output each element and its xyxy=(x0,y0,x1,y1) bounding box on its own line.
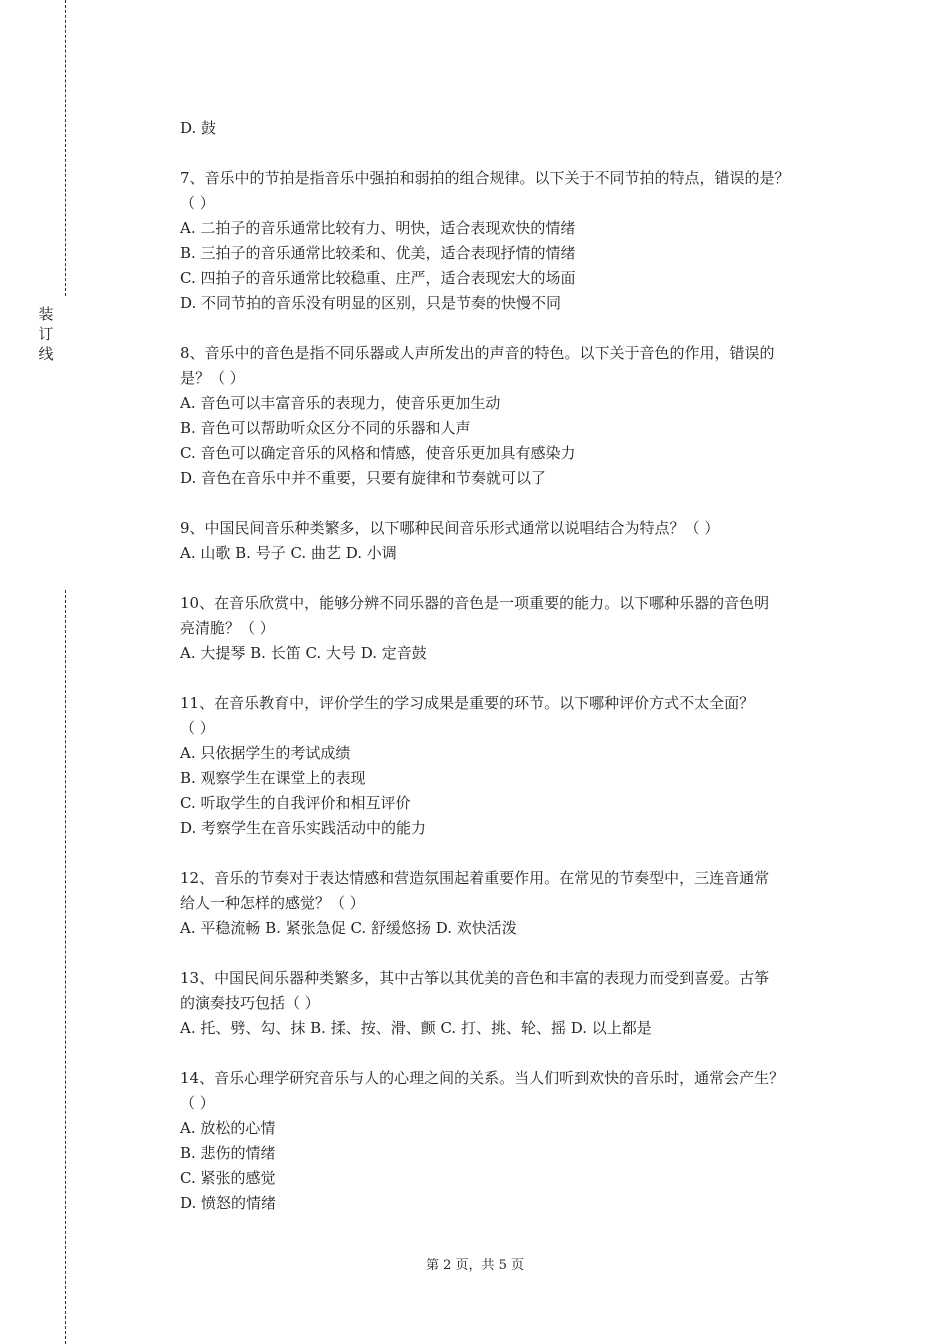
question-line: A. 只依据学生的考试成绩 xyxy=(180,744,351,762)
question-line: A. 二拍子的音乐通常比较有力、明快，适合表现欢快的情绪 xyxy=(180,219,576,237)
question-block xyxy=(180,866,860,941)
question-line: 14、音乐心理学研究音乐与人的心理之间的关系。当人们听到欢快的音乐时，通常会产生？ xyxy=(180,1069,785,1087)
question-gap xyxy=(180,316,860,341)
question-line: （ ） xyxy=(180,1094,215,1112)
question-block xyxy=(180,516,860,566)
question-line: B. 悲伤的情绪 xyxy=(180,1144,276,1162)
binding-char: 装 xyxy=(38,305,54,323)
question-block xyxy=(180,341,860,491)
question-gap xyxy=(180,941,860,966)
question-line: B. 三拍子的音乐通常比较柔和、优美，适合表现抒情的情绪 xyxy=(180,244,576,262)
question-gap xyxy=(180,141,860,166)
question-line: 9、中国民间音乐种类繁多，以下哪种民间音乐形式通常以说唱结合为特点？（ ） xyxy=(180,519,720,537)
question-line: C. 听取学生的自我评价和相互评价 xyxy=(180,794,411,812)
binding-line-bottom xyxy=(65,590,66,1344)
question-block xyxy=(180,116,860,141)
question-gap xyxy=(180,666,860,691)
question-line: D. 考察学生在音乐实践活动中的能力 xyxy=(180,819,427,837)
question-line: 11、在音乐教育中，评价学生的学习成果是重要的环节。以下哪种评价方式不太全面？ xyxy=(180,694,755,712)
question-line: （ ） xyxy=(180,719,215,737)
question-line: C. 紧张的感觉 xyxy=(180,1169,276,1187)
binding-label xyxy=(36,304,56,364)
binding-char: 线 xyxy=(38,345,54,363)
question-list xyxy=(180,116,860,1216)
question-line: B. 观察学生在课堂上的表现 xyxy=(180,769,366,787)
question-line: A. 大提琴 B. 长笛 C. 大号 D. 定音鼓 xyxy=(180,644,427,662)
question-line: A. 放松的心情 xyxy=(180,1119,276,1137)
question-line: （ ） xyxy=(180,194,215,212)
binding-char: 订 xyxy=(38,325,54,343)
question-line: D. 鼓 xyxy=(180,119,217,137)
question-line: 的演奏技巧包括（ ） xyxy=(180,994,320,1012)
question-line: 12、音乐的节奏对于表达情感和营造氛围起着重要作用。在常见的节奏型中，三连音通常 xyxy=(180,869,770,887)
question-gap xyxy=(180,841,860,866)
question-block xyxy=(180,166,860,316)
question-block xyxy=(180,691,860,841)
question-line: 给人一种怎样的感觉？（ ） xyxy=(180,894,365,912)
question-block xyxy=(180,591,860,666)
question-gap xyxy=(180,566,860,591)
question-line: A. 托、劈、勾、抹 B. 揉、按、滑、颤 C. 打、挑、轮、摇 D. 以上都是 xyxy=(180,1019,652,1037)
question-line: A. 山歌 B. 号子 C. 曲艺 D. 小调 xyxy=(180,544,397,562)
question-line: C. 音色可以确定音乐的风格和情感，使音乐更加具有感染力 xyxy=(180,444,576,462)
question-line: A. 音色可以丰富音乐的表现力，使音乐更加生动 xyxy=(180,394,501,412)
question-line: A. 平稳流畅 B. 紧张急促 C. 舒缓悠扬 D. 欢快活泼 xyxy=(180,919,517,937)
binding-line-top xyxy=(65,0,66,296)
question-line: 13、中国民间乐器种类繁多，其中古筝以其优美的音色和丰富的表现力而受到喜爱。古筝 xyxy=(180,969,770,987)
question-gap xyxy=(180,1041,860,1066)
question-gap xyxy=(180,491,860,516)
question-line: 10、在音乐欣赏中，能够分辨不同乐器的音色是一项重要的能力。以下哪种乐器的音色明 xyxy=(180,594,770,612)
question-block xyxy=(180,966,860,1041)
question-line: D. 愤怒的情绪 xyxy=(180,1194,277,1212)
question-line: 是？（ ） xyxy=(180,369,245,387)
question-line: 7、音乐中的节拍是指音乐中强拍和弱拍的组合规律。以下关于不同节拍的特点，错误的是？ xyxy=(180,169,790,187)
question-line: C. 四拍子的音乐通常比较稳重、庄严，适合表现宏大的场面 xyxy=(180,269,576,287)
question-line: D. 不同节拍的音乐没有明显的区别，只是节奏的快慢不同 xyxy=(180,294,562,312)
question-line: D. 音色在音乐中并不重要，只要有旋律和节奏就可以了 xyxy=(180,469,547,487)
question-block xyxy=(180,1066,860,1216)
question-line: 亮清脆？（ ） xyxy=(180,619,275,637)
page-footer: 第 2 页，共 5 页 xyxy=(425,1258,525,1273)
question-line: B. 音色可以帮助听众区分不同的乐器和人声 xyxy=(180,419,471,437)
question-line: 8、音乐中的音色是指不同乐器或人声所发出的声音的特色。以下关于音色的作用，错误的 xyxy=(180,344,775,362)
